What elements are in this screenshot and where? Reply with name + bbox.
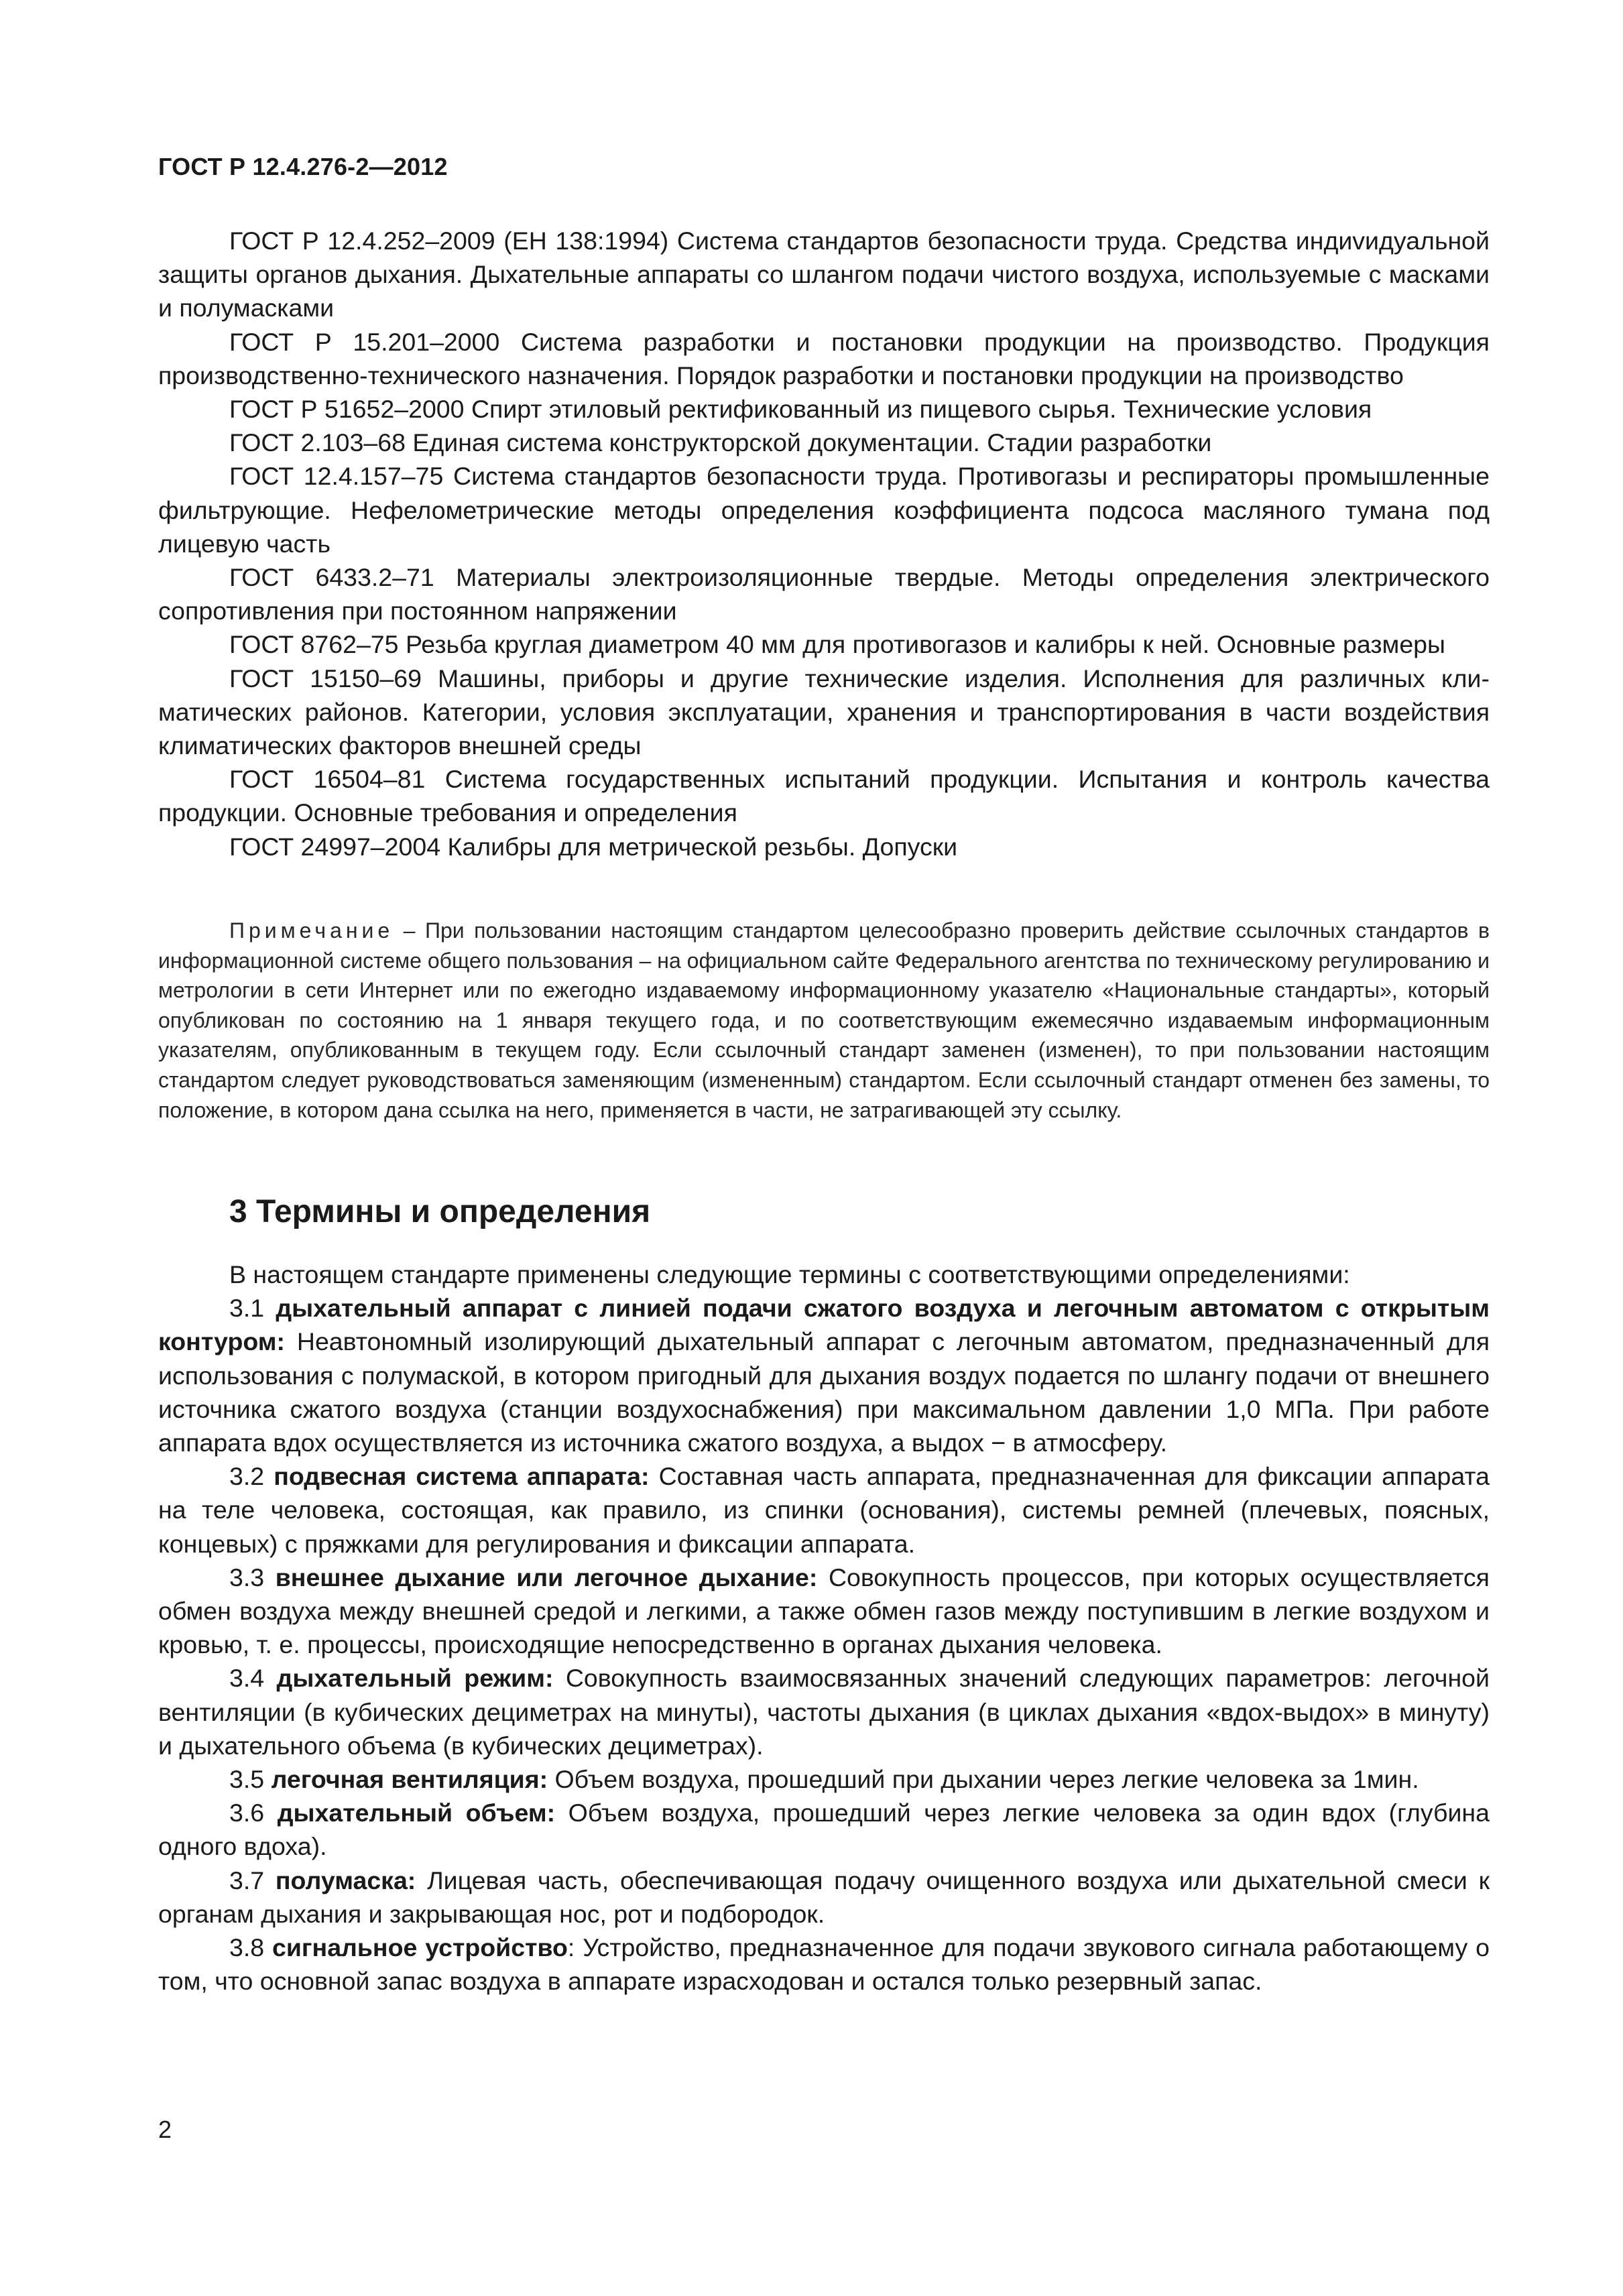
- term-definition: Совокупность процессов, при которых осуществляется обмен воздуха между внешней средой и легкими, а также обмен газов между поступившим в легкие воздухом и кровью, т. е. процессы, происходящие непосредственно в органах дыхания человека.: [158, 1563, 1490, 1659]
- reference-item: ГОСТ Р 12.4.252–2009 (ЕН 138:1994) Система стандартов безопасности труда. Средства индиvидуальной защиты органов дыхания. Дыхательные аппараты со шлангом подачи чистого воздуха, используемые с масками и полумасками: [158, 227, 1490, 322]
- reference-item: ГОСТ 12.4.157–75 Система стандартов безопасности труда. Противогазы и респираторы промышленные фильтрующие. Нефелометрические методы определения коэффициента подсоса масляного тумана под лицевую часть: [158, 462, 1490, 558]
- term-number: 3.5: [229, 1765, 272, 1794]
- term-number: 3.6: [229, 1799, 278, 1827]
- term-entry: [158, 1931, 1490, 1998]
- reference-item: ГОСТ Р 51652–2000 Спирт этиловый ректификованный из пищевого сырья. Технические условия: [229, 395, 1372, 424]
- term-entry: [158, 1762, 1490, 1796]
- reference-item: ГОСТ 16504–81 Система государственных испытаний продукции. Испытания и контроль качества продукции. Основные требования и определения: [158, 765, 1490, 827]
- section-intro: В настоящем стандарте применены следующие термины с соответствующими определениями:: [229, 1260, 1350, 1288]
- term-definition: Составная часть аппарата, предназначенная для фиксации аппарата на теле человека, состоящая, как правило, из спинки (основания), системы ремней (плечевых, поясных, концевых) с пряжками для регулирования и фиксации аппарата.: [158, 1462, 1490, 1558]
- term-definition: Неавтономный изолирующий дыхательный аппарат с легочным автоматом, предназначенный для использования с полумаской, в котором пригодный для дыхания воздух подается по шлангу подачи от внешнего источника сжатого воздуха (станции воздухоснабжения) при максимальном давлении 1,0 МПа. При работе аппарата вдох осуществляется из источника сжатого воздуха, а выдох − в атмосферу.: [158, 1327, 1490, 1457]
- term-number: 3.1: [229, 1294, 276, 1323]
- term-number: 3.2: [229, 1462, 274, 1491]
- term-number: 3.4: [229, 1664, 277, 1693]
- term-name: легочная вентиляция:: [271, 1765, 548, 1794]
- term-name: сигнальное устройство: [272, 1933, 568, 1962]
- term-number: 3.7: [229, 1866, 276, 1894]
- note-label: Примечание: [229, 918, 394, 943]
- note-block: [158, 916, 1490, 1125]
- normative-references-list: [158, 224, 1490, 863]
- term-entry: [158, 1661, 1490, 1762]
- term-name: дыхательный объем:: [277, 1799, 556, 1827]
- reference-item: ГОСТ 24997–2004 Калибры для метрической резьбы. Допуски: [229, 832, 958, 861]
- section-title: 3 Термины и определения: [229, 1194, 651, 1229]
- page-number: 2: [158, 2116, 172, 2143]
- term-name: полумаска:: [275, 1866, 416, 1894]
- term-name: внешнее дыхание или легочное дыхание:: [275, 1563, 818, 1591]
- term-definition: Объем воздуха, прошедший через легкие человека за один вдох (глубина одного вдоха).: [158, 1799, 1490, 1861]
- term-name: подвесная система аппарата:: [274, 1462, 650, 1491]
- term-number: 3.3: [229, 1563, 276, 1591]
- reference-item: ГОСТ 8762–75 Резьба круглая диаметром 40 мм для противогазов и калибры к ней. Основные размеры: [229, 630, 1445, 659]
- term-definition: Лицевая часть, обеспечивающая подачу очищенного воздуха или дыхательной смеси к органам дыхания и закрывающая нос, рот и подбородок.: [158, 1866, 1490, 1928]
- term-name: дыхательный режим:: [276, 1664, 554, 1693]
- term-name: дыхательный аппарат с линией подачи сжатого воздуха и легочным автоматом с открытым контуром:: [158, 1294, 1490, 1356]
- term-number: 3.8: [229, 1933, 273, 1962]
- term-entry: [158, 1864, 1490, 1931]
- term-definition: Совокупность взаимосвязанных значений следующих параметров: легочной вентиляции (в кубических дециметрах на минуты), частоты дыхания (в циклах дыхания «вдох-выдох» в минуту) и дыхательного объема (в кубических дециметрах).: [158, 1664, 1490, 1760]
- term-entry: [158, 1459, 1490, 1561]
- term-definition: : Устройство, предназначенное для подачи звукового сигнала работающему о том, что основной запас воздуха в аппарате израсходован и остался только резервный запас.: [158, 1933, 1490, 1996]
- term-entry: [158, 1561, 1490, 1662]
- reference-item: ГОСТ 15150–69 Машины, приборы и другие технические изделия. Исполнения для различных климатических районов. Категории, условия эксплуатации, хранения и транспортирования в части воздействия климатических факторов внешней среды: [158, 664, 1490, 760]
- note-text: – При пользовании настоящим стандартом целесообразно проверить действие ссылочных стандартов в информационной системе общего пользования – на официальном сайте Федерального агентства по техническому регулированию и метрологии в сети Интернет или по ежегодно издаваемому информационному указателю «Национальные стандарты», который опубликован по состоянию на 1 января текущего года, и по соответствующим ежемесячно издаваемым информационным указателям, опубликованным в текущем году. Если ссылочный стандарт заменен (изменен), то при пользовании настоящим стандартом следует руководствоваться заменяющим (измененным) стандартом. Если ссылочный стандарт отменен без замены, то положение, в котором дана ссылка на него, применяется в части, не затрагивающей эту ссылку.: [158, 918, 1490, 1122]
- term-definition: Объем воздуха, прошедший при дыхании через легкие человека за 1мин.: [548, 1765, 1419, 1794]
- reference-item: ГОСТ Р 15.201–2000 Система разработки и постановки продукции на производство. Продукция производственно-технического назначения. Порядок разработки и постановки продукции на производство: [158, 327, 1490, 389]
- term-entry: [158, 1291, 1490, 1459]
- terms-and-definitions: [158, 1258, 1490, 1998]
- note-paragraph: [158, 916, 1490, 1125]
- document-code-header: ГОСТ Р 12.4.276-2—2012: [158, 153, 448, 180]
- term-entry: [158, 1796, 1490, 1863]
- reference-item: ГОСТ 2.103–68 Единая система конструкторской документации. Стадии разработки: [229, 428, 1212, 457]
- reference-item: ГОСТ 6433.2–71 Материалы электроизоляционные твердые. Методы определения электрического сопротивления при постоянном напряжении: [158, 563, 1490, 625]
